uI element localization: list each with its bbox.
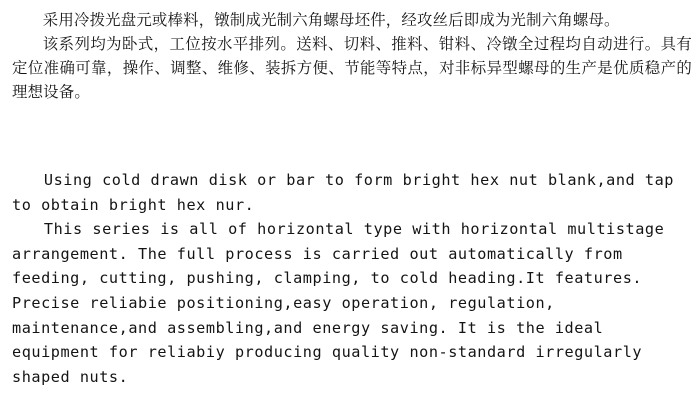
chinese-description <box>12 8 692 104</box>
chinese-paragraph-2: 该系列均为卧式，工位按水平排列。送料、切料、推料、钳料、冷镦全过程均自动进行。具有定位准确可靠，操作、调整、维修、装拆方便、节能等特点，对非标异型螺母的生产是优质稳产的理想设备。 <box>12 35 692 101</box>
english-description <box>12 168 692 389</box>
chinese-paragraph-1: 采用冷拨光盘元或棒料，镦制成光制六角螺母坯件，经攻丝后即成为光制六角螺母。 <box>42 11 620 29</box>
english-paragraph-1: Using cold drawn disk or bar to form bright hex nut blank,and tap to obtain bright hex nur. <box>12 171 674 214</box>
english-paragraph-2: This series is all of horizontal type with horizontal multistage arrangement. The full process is carried out automatically from feeding, cutting, pushing, clamping, to cold heading.It features. Precise reliabie positioning,easy operation, regulation, maintenance,and assembling,and energy saving. It is the ideal equipment for reliabiy producing quality non-standard irregularly shaped nuts. <box>12 220 665 386</box>
